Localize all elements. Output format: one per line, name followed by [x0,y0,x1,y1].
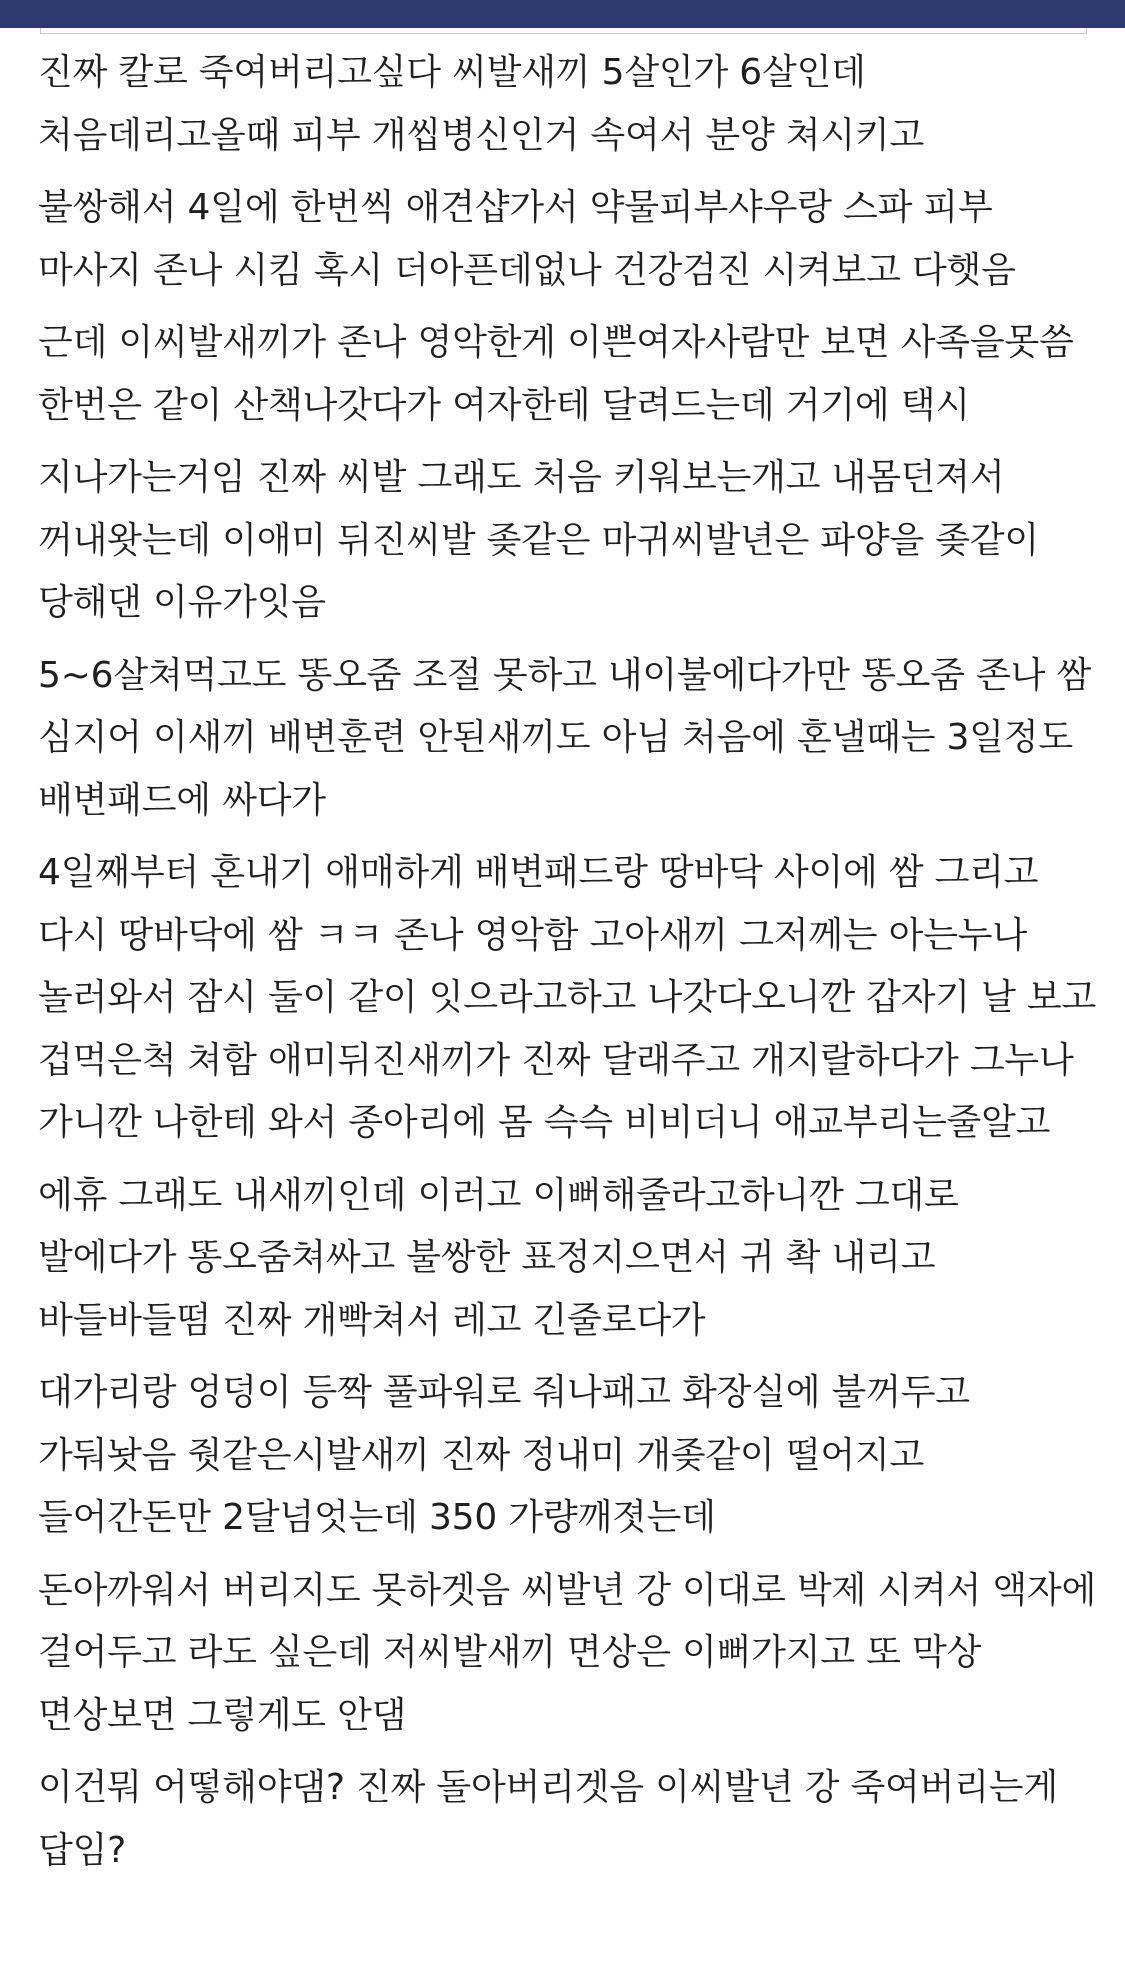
post-body [38,42,1098,1892]
post-paragraph: 지나가는거임 진짜 씨발 그래도 처음 키워보는개고 내몸던져서 꺼내왓는데 이애미 뒤진씨발 좆같은 마귀씨발년은 파양을 좆같이 당해댄 이유가잇음 [38,457,1040,623]
post-paragraph: 진짜 칼로 죽여버리고싶다 씨발새끼 5살인가 6살인데 처음데리고올때 피부 개씹병신인거 속여서 분양 쳐시키고 [38,52,925,156]
post-paragraph: 불쌍해서 4일에 한번씩 애견샵가서 약물피부샤우랑 스파 피부 마사지 존나 시킴 혹시 더아픈데없나 건강검진 시켜보고 다햇음 [38,187,1016,291]
post-paragraph: 대가리랑 엉덩이 등짝 풀파워로 줘나패고 화장실에 불꺼두고 가둬놧음 줫같은시발새끼 진짜 정내미 개좆같이 떨어지고 들어간돈만 2달넘엇는데 350 가량깨졋는데 [38,1372,970,1538]
top-navigation-bar [0,0,1125,28]
post-paragraph: 근데 이씨발새끼가 존나 영악한게 이쁜여자사람만 보면 사족을못씀 한번은 같이 산책나갓다가 여자한테 달려드는데 거기에 택시 [38,322,1074,426]
post-paragraph: 4일째부터 혼내기 애매하게 배변패드랑 땅바닥 사이에 쌈 그리고 다시 땅바닥에 쌈 ㅋㅋ 존나 영악함 고아새끼 그저께는 아는누나 놀러와서 잠시 둘이 같이 잇으라고하고 나갓다오니깐 갑자기 날 보고 겁먹은척 쳐함 애미뒤진새끼가 진짜 달래주고 개지랄하다가 그누나 가니깐 나한테 와서 종아리에 몸 슥슥 비비더니 애교부리는줄알고 [38,852,1097,1143]
post-container-top-edge [40,28,1087,34]
post-paragraph: 이건뭐 어떻해야댐? 진짜 돌아버리겟음 이씨발년 강 죽여버리는게 답임? [38,1767,1058,1871]
post-paragraph: 5~6살쳐먹고도 똥오줌 조절 못하고 내이불에다가만 똥오줌 존나 쌈 심지어 이새끼 배변훈련 안된새끼도 아님 처음에 혼낼때는 3일정도 배변패드에 싸다가 [38,654,1092,821]
post-paragraph: 에휴 그래도 내새끼인데 이러고 이뻐해줄라고하니깐 그대로 발에다가 똥오줌쳐싸고 불쌍한 표정지으면서 귀 촥 내리고 바들바들떰 진짜 개빡쳐서 레고 긴줄로다가 [38,1174,959,1341]
post-paragraph: 돈아까워서 버리지도 못하겟음 씨발년 강 이대로 박제 시켜서 액자에 걸어두고 라도 싶은데 저씨발새끼 면상은 이뻐가지고 또 막상 면상보면 그렇게도 안댐 [38,1569,1097,1736]
